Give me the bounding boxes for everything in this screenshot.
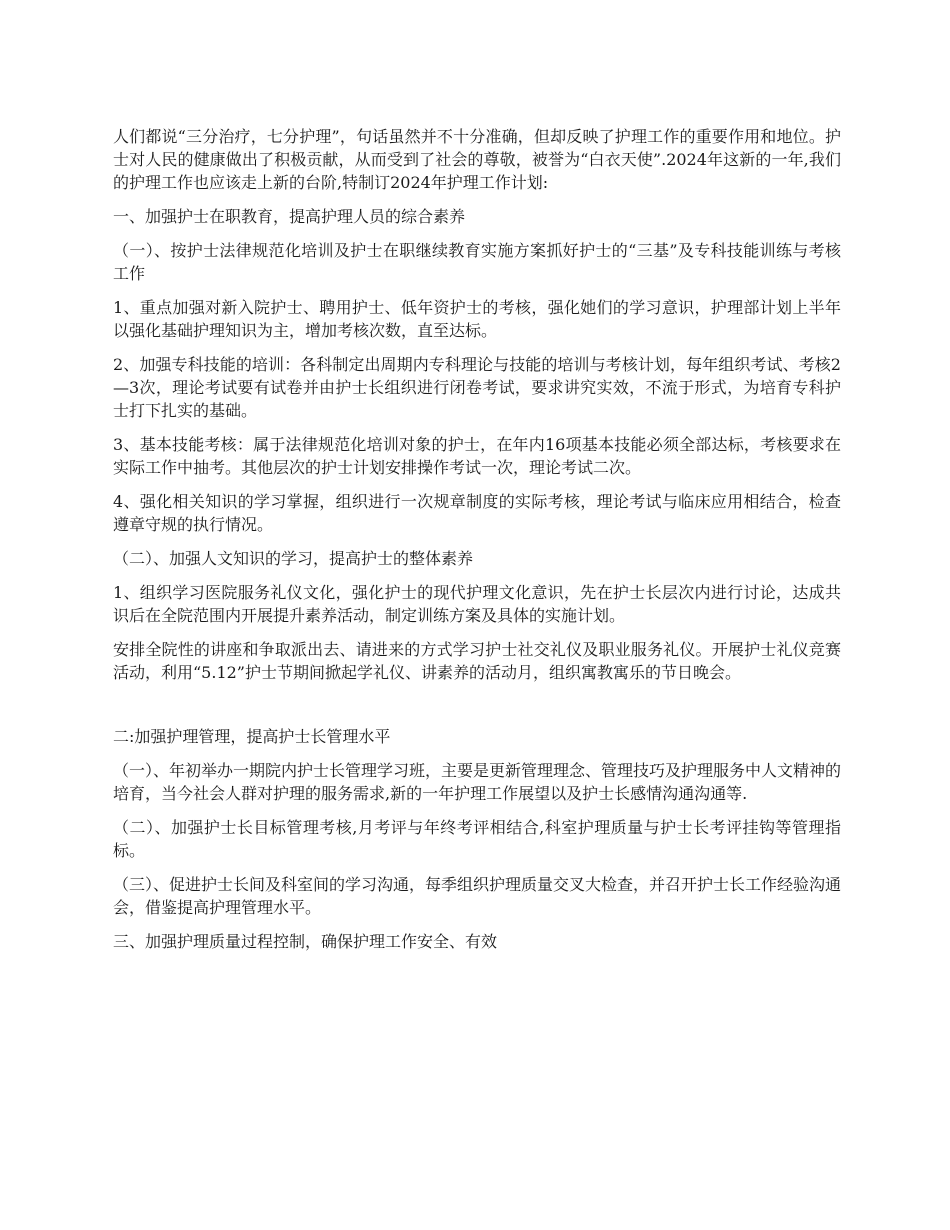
subsection-heading-1-2: （二）、加强人文知识的学习，提高护士的整体素养: [113, 549, 474, 568]
subsection-2-3: （三）、促进护士长间及科室间的学习沟通，每季组织护理质量交叉大检查，并召开护士长工作经验沟通会，借鉴提高护理管理水平。: [113, 875, 842, 917]
list-item-1-1-1: 1、重点加强对新入院护士、聘用护士、低年资护士的考核，强化她们的学习意识，护理部计划上半年以强化基础护理知识为主，增加考核次数，直至达标。: [113, 298, 841, 340]
body-paragraph: 安排全院性的讲座和争取派出去、请进来的方式学习护士社交礼仪及职业服务礼仪。开展护士礼仪竞赛活动，利用“5.12”护士节期间掀起学礼仪、讲素养的活动月，组织寓教寓乐的节日晚会。: [113, 640, 841, 682]
intro-paragraph: 人们都说“三分治疗，七分护理”，句话虽然并不十分准确，但却反映了护理工作的重要作用和地位。护士对人民的健康做出了积极贡献，从而受到了社会的尊敬，被誉为“白衣天使”.2024年这新的一年,我们的护理工作也应该走上新的台阶,特制订2024年护理工作计划:: [113, 127, 841, 192]
list-item-1-1-2: 2、加强专科技能的培训：各科制定出周期内专科理论与技能的培训与考核计划，每年组织考试、考核2—3次，理论考试要有试卷并由护士长组织进行闭卷考试，要求讲究实效，不流于形式，为培育专科护士打下扎实的基础。: [113, 355, 841, 420]
document-page: [113, 125, 841, 964]
subsection-heading-1-1: （一）、按护士法律规范化培训及护士在职继续教育实施方案抓好护士的“三基”及专科技能训练与考核工作: [113, 241, 841, 283]
list-item-1-1-4: 4、强化相关知识的学习掌握，组织进行一次规章制度的实际考核，理论考试与临床应用相结合，检查遵章守规的执行情况。: [113, 492, 841, 534]
subsection-2-1: （一）、年初举办一期院内护士长管理学习班，主要是更新管理理念、管理技巧及护理服务中人文精神的培育，当今社会人群对护理的服务需求,新的一年护理工作展望以及护士长感情沟通沟通等.: [113, 761, 842, 803]
subsection-2-2: （二）、加强护士长目标管理考核,月考评与年终考评相结合,科室护理质量与护士长考评挂钩等管理指标。: [113, 818, 841, 860]
list-item-1-1-3: 3、基本技能考核：属于法律规范化培训对象的护士，在年内16项基本技能必须全部达标，考核要求在实际工作中抽考。其他层次的护士计划安排操作考试一次，理论考试二次。: [113, 435, 841, 477]
section-heading-3: 三、加强护理质量过程控制，确保护理工作安全、有效: [113, 932, 498, 951]
section-heading-2: 二:加强护理管理，提高护士长管理水平: [113, 727, 391, 746]
section-heading-1: 一、加强护士在职教育，提高护理人员的综合素养: [113, 207, 466, 226]
list-item-1-2-1: 1、组织学习医院服务礼仪文化，强化护士的现代护理文化意识，先在护士长层次内进行讨论，达成共识后在全院范围内开展提升素养活动，制定训练方案及具体的实施计划。: [113, 583, 841, 625]
